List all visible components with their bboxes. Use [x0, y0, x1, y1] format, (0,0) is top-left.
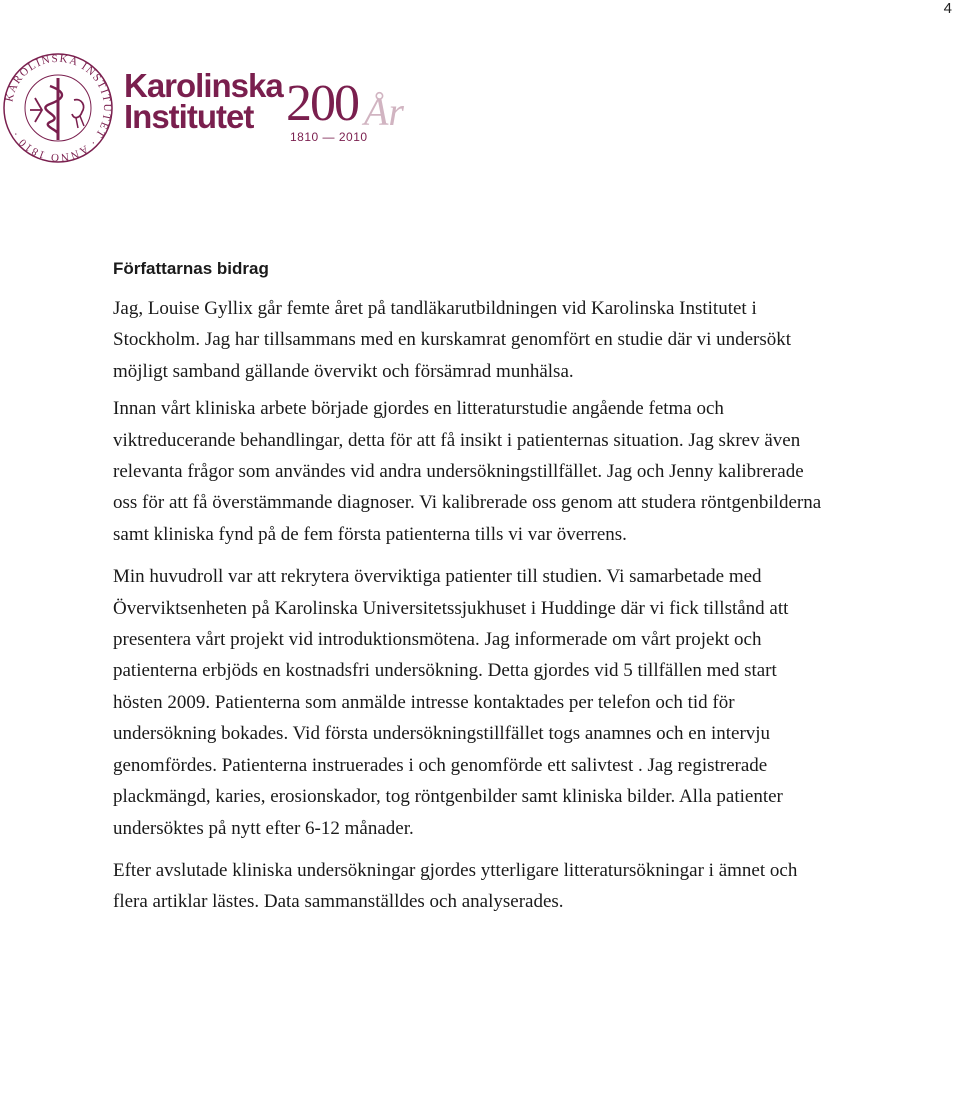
anniversary-mark — [286, 75, 436, 158]
paragraph-1: Jag, Louise Gyllix går femte året på tandläkarutbildningen vid Karolinska Institutet i Stockholm. Jag har tillsammans med en kurskamrat genomfört en studie där vi undersökt möjligt samband gällande övervikt och försämrad munhälsa. — [113, 298, 792, 382]
page-number: 4 — [943, 0, 952, 17]
paragraph-2: Innan vårt kliniska arbete började gjordes en litteraturstudie angående fetma och viktreducerande behandlingar, detta för att få insikt i patienternas situation. Jag skrev även relevanta frågor som användes vid andra undersökningstillfället. Jag och Jenny kalibrerade oss för att få överstämmande diagnoser. Vi kalibrerade oss genom att studera röntgenbilderna samt kliniska fynd på de fem första patienterna tills vi var överrens. — [113, 398, 822, 545]
section-heading: Författarnas bidrag — [113, 259, 269, 278]
paragraph-3: Min huvudroll var att rekrytera överviktiga patienter till studien. Vi samarbetade med Överviktsenheten på Karolinska Universitetssjukhuset i Huddinge där vi fick tillstånd att presentera vårt projekt vid introduktionsmötena. Jag informerade om vårt projekt och patienterna erbjöds en kostnadsfri undersökning. Detta gjordes vid 5 tillfällen med start hösten 2009. Patienterna som anmälde intresse kontaktades per telefon och tid för undersökning bokades. Vid första undersökningstillfället togs anamnes och en intervju genomfördes. Patienterna instruerades i och genomförde ett salivtest . Jag registrerade plackmängd, karies, erosionskador, tog röntgenbilder samt kliniska bilder. Alla patienter undersöktes på nytt efter 6-12 månader. — [113, 566, 789, 839]
karolinska-logo — [0, 48, 440, 163]
karolinska-wordmark — [124, 67, 283, 135]
seal-text: KAROLINSKA INSTITUTET · ANNO 1810 · — [3, 52, 114, 164]
wordmark-line-2: Institutet — [124, 98, 254, 135]
document-body — [113, 252, 825, 929]
wordmark-line-1: Karolinska — [124, 67, 283, 104]
anniversary-years: 1810 — 2010 — [290, 130, 368, 144]
karolinska-seal-icon — [0, 50, 116, 166]
paragraph-4: Efter avslutade kliniska undersökningar gjordes ytterligare litteratursökningar i ämnet och flera artiklar lästes. Data sammanställdes och analyserades. — [113, 859, 798, 913]
anniversary-number: 200 — [286, 75, 358, 132]
anniversary-script-word: År — [364, 89, 404, 134]
